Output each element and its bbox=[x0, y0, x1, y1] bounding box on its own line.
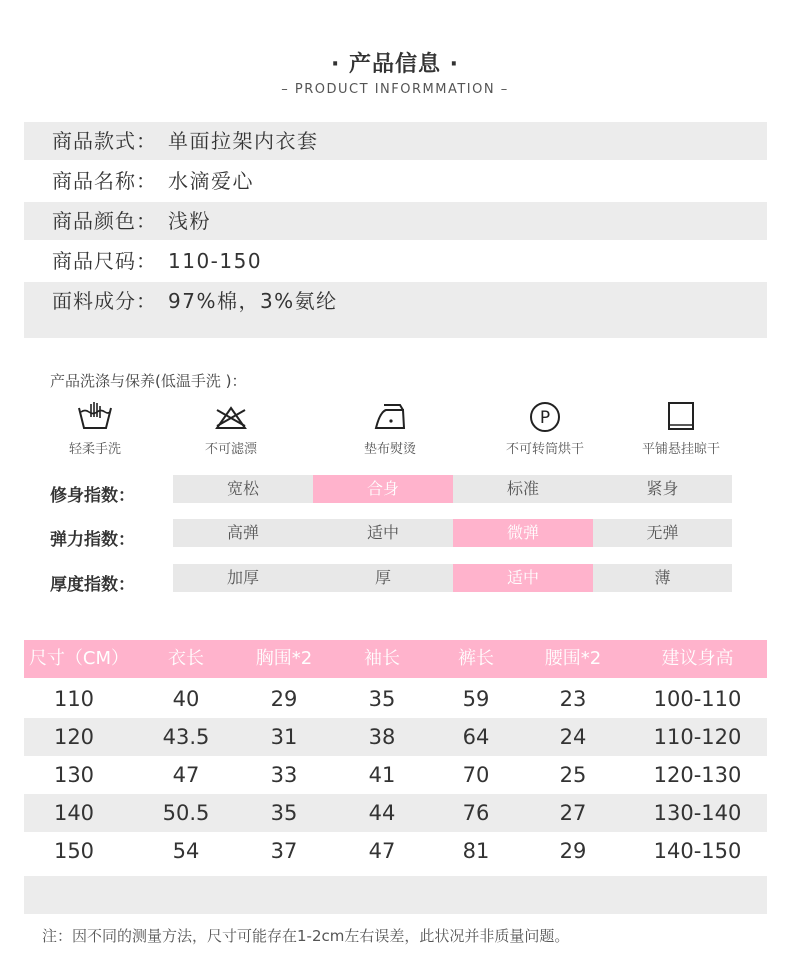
fit-option: 紧身 bbox=[593, 475, 732, 503]
info-row-name bbox=[24, 162, 767, 200]
table-cell: 110-120 bbox=[653, 725, 742, 749]
table-cell: 70 bbox=[462, 763, 490, 787]
section-subtitle: – PRODUCT INFORMMATION – bbox=[281, 82, 509, 97]
table-cell: 38 bbox=[368, 725, 396, 749]
thickness-option-selected: 适中 bbox=[453, 564, 593, 592]
table-header-cell: 胸围*2 bbox=[255, 648, 313, 669]
info-value: 浅粉 bbox=[168, 209, 211, 233]
table-cell: 64 bbox=[462, 725, 490, 749]
table-cell: 27 bbox=[559, 801, 587, 825]
care-label: 平铺悬挂晾干 bbox=[641, 442, 720, 457]
info-value: 水滴爱心 bbox=[168, 169, 254, 193]
info-row-fabric bbox=[24, 282, 767, 338]
elasticity-option: 无弹 bbox=[593, 519, 732, 547]
dry-flat-icon bbox=[661, 400, 701, 434]
info-label: 商品颜色： bbox=[52, 209, 157, 233]
table-header-cell: 裤长 bbox=[458, 648, 494, 669]
thickness-option: 加厚 bbox=[173, 564, 313, 592]
hand-wash-icon bbox=[75, 400, 115, 434]
table-cell: 120-130 bbox=[653, 763, 742, 787]
table-cell: 81 bbox=[462, 839, 490, 863]
table-cell: 47 bbox=[172, 763, 200, 787]
table-cell: 130-140 bbox=[653, 801, 742, 825]
table-cell: 41 bbox=[368, 763, 396, 787]
care-title: 产品洗涤与保养(低温手洗 )： bbox=[50, 372, 247, 390]
info-value: 97%棉，3%氨纶 bbox=[168, 289, 338, 313]
table-cell: 54 bbox=[172, 839, 200, 863]
iron-icon bbox=[370, 400, 410, 434]
table-cell: 35 bbox=[368, 687, 396, 711]
table-cell: 25 bbox=[559, 763, 587, 787]
care-label: 轻柔手洗 bbox=[68, 442, 121, 457]
info-value: 110-150 bbox=[168, 249, 263, 273]
info-row-style bbox=[24, 122, 767, 160]
table-header-cell: 建议身高 bbox=[661, 648, 734, 669]
table-cell: 59 bbox=[462, 687, 490, 711]
elasticity-index-label: 弹力指数： bbox=[50, 530, 135, 550]
table-cell: 150 bbox=[53, 839, 95, 863]
measurement-note: 注：因不同的测量方法，尺寸可能存在1-2cm左右误差，此状况并非质量问题。 bbox=[42, 927, 570, 945]
care-label: 不可滤漂 bbox=[204, 442, 257, 457]
table-cell: 24 bbox=[559, 725, 587, 749]
care-item-hand-wash bbox=[20, 400, 170, 457]
fit-index-label: 修身指数： bbox=[50, 486, 135, 506]
info-label: 商品尺码： bbox=[52, 249, 157, 273]
info-row-size bbox=[24, 242, 767, 280]
elasticity-option-selected: 微弹 bbox=[453, 519, 593, 547]
table-header-cell: 尺寸（CM） bbox=[28, 648, 130, 669]
info-label: 商品名称： bbox=[52, 169, 157, 193]
table-cell: 100-110 bbox=[653, 687, 742, 711]
table-cell: 140 bbox=[53, 801, 95, 825]
table-cell: 76 bbox=[462, 801, 490, 825]
info-label: 商品款式： bbox=[52, 129, 157, 153]
table-cell: 29 bbox=[559, 839, 587, 863]
table-cell: 43.5 bbox=[162, 725, 210, 749]
fit-option: 宽松 bbox=[173, 475, 313, 503]
section-title: · 产品信息 · bbox=[330, 52, 460, 77]
no-bleach-icon bbox=[211, 400, 251, 434]
care-item-iron bbox=[315, 400, 465, 457]
table-cell: 110 bbox=[53, 687, 95, 711]
elasticity-option: 高弹 bbox=[173, 519, 313, 547]
table-cell: 50.5 bbox=[162, 801, 210, 825]
info-row-color bbox=[24, 202, 767, 240]
table-cell: 23 bbox=[559, 687, 587, 711]
care-item-dry-flat bbox=[606, 400, 756, 457]
table-cell: 35 bbox=[270, 801, 298, 825]
care-label: 垫布熨烫 bbox=[363, 442, 416, 457]
fit-option-selected: 合身 bbox=[313, 475, 453, 503]
no-tumble-dry-icon bbox=[525, 400, 565, 434]
care-item-no-bleach bbox=[156, 400, 306, 457]
svg-text:P: P bbox=[539, 408, 551, 428]
fit-option: 标准 bbox=[453, 475, 593, 503]
elasticity-option: 适中 bbox=[313, 519, 453, 547]
info-label: 面料成分： bbox=[52, 289, 157, 313]
thickness-option: 薄 bbox=[593, 564, 732, 592]
table-cell: 47 bbox=[368, 839, 396, 863]
thickness-option: 厚 bbox=[313, 564, 453, 592]
care-label: 不可转筒烘干 bbox=[505, 442, 584, 457]
table-header-cell: 衣长 bbox=[168, 648, 204, 669]
table-cell: 31 bbox=[270, 725, 298, 749]
table-header-cell: 袖长 bbox=[364, 648, 400, 669]
table-cell: 140-150 bbox=[653, 839, 742, 863]
table-cell: 130 bbox=[53, 763, 95, 787]
table-header-cell: 腰围*2 bbox=[544, 648, 602, 669]
table-cell: 40 bbox=[172, 687, 200, 711]
info-value: 单面拉架内衣套 bbox=[168, 129, 319, 153]
table-cell: 33 bbox=[270, 763, 298, 787]
care-item-no-tumble-dry bbox=[470, 400, 620, 457]
thickness-index-label: 厚度指数： bbox=[50, 575, 135, 595]
table-footer-band bbox=[24, 876, 767, 914]
table-cell: 44 bbox=[368, 801, 396, 825]
table-cell: 29 bbox=[270, 687, 298, 711]
table-cell: 120 bbox=[53, 725, 95, 749]
table-cell: 37 bbox=[270, 839, 298, 863]
